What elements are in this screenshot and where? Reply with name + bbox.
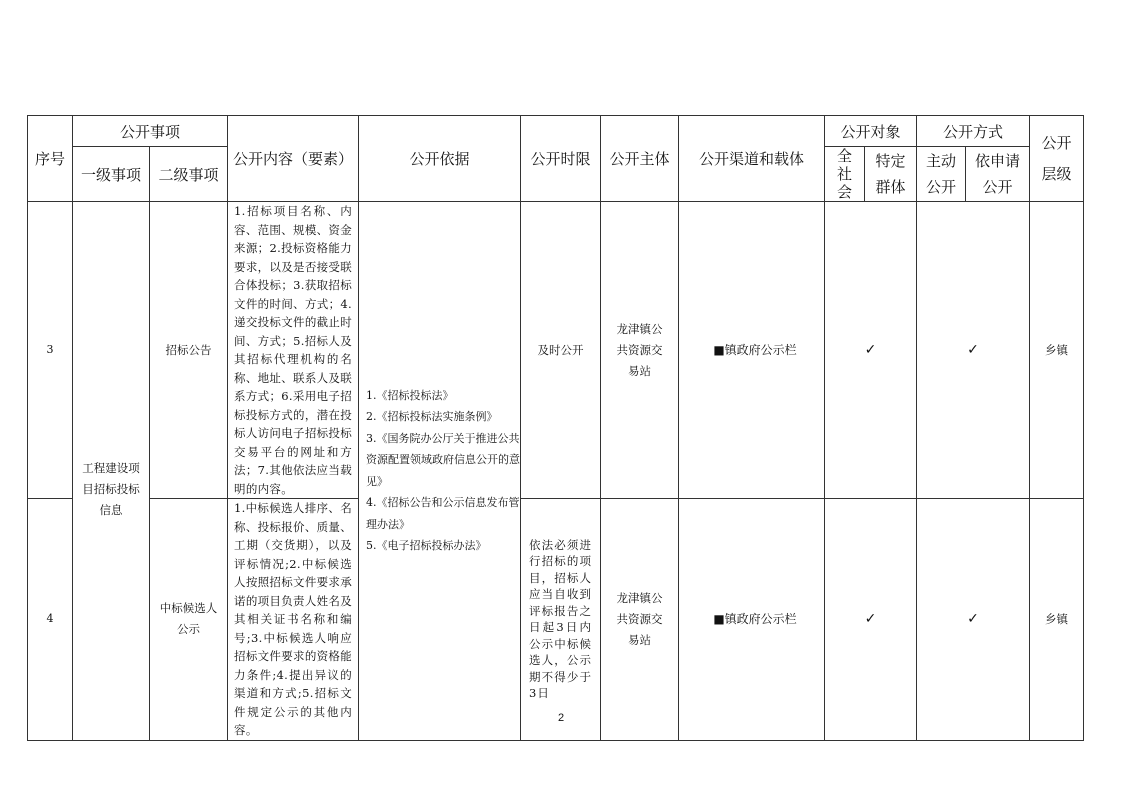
header-target-specific-line2: 群体 [875,178,906,196]
row-subject-text: 龙津镇公共资源交易站 [616,321,663,378]
disclosure-table [27,115,1084,741]
header-level-line2: 层级 [1041,165,1072,183]
level1-shared [73,202,150,741]
header-channel: 公开渠道和载体 [679,116,825,202]
basis-shared [359,202,521,741]
header-method-active-line2: 公开 [926,178,957,196]
header-method-active [917,147,966,202]
row-content-text: 1.中标候选人排序、名称、投标报价、质量、工期（交货期），以及评标情况;2.中标候选人按照招标文件要求承诺的项目负责人姓名及其相关证书名称和编号;3.中标候选人响应招标文件要求的资格能力条件;4.提出异议的渠道和方式;5.招标文件规定公示的其他内容。 [234,501,353,737]
header-target-specific-line1: 特定 [875,152,906,170]
page-number: 2 [557,712,565,724]
header-level1: 一级事项 [73,147,150,202]
row-method-active [917,499,1030,741]
table-row [28,202,1084,499]
basis-line-1: 1.《招标投标法》 [366,388,454,402]
header-subject: 公开主体 [601,116,679,202]
table-row [28,499,1084,741]
row-seq: 4 [28,499,73,741]
header-method: 公开方式 [917,116,1030,147]
header-basis: 公开依据 [359,116,521,202]
header-level-line1: 公开 [1041,134,1072,152]
header-target-all-text: 全社会 [837,147,853,201]
check-icon: ✓ [967,611,979,627]
row-level: 乡镇 [1030,202,1084,499]
row-level2-text: 中标候选人公示 [159,601,218,637]
row-time-limit [521,499,601,741]
header-level2: 二级事项 [150,147,228,202]
row-level: 乡镇 [1030,499,1084,741]
row-time-limit-text: 依法必须进行招标的项目，招标人应当自收到评标报告之日起3日内公示中标候选人，公示期不得少于3日 [529,537,593,701]
row-subject [601,202,679,499]
basis-line-3: 3.《国务院办公厅关于推进公共资源配置领域政府信息公开的意见》 [366,431,521,488]
header-target-specific [865,147,917,202]
row-level2: 招标公告 [150,202,228,499]
row-content [228,202,359,499]
row-channel-text: ■镇政府公示栏 [713,342,797,357]
row-subject [601,499,679,741]
header-time-limit: 公开时限 [521,116,601,202]
check-icon: ✓ [864,341,877,358]
header-level [1030,116,1084,202]
level1-text: 工程建设项目招标投标信息 [82,461,140,518]
check-icon: ✓ [864,611,877,627]
row-level2 [150,499,228,741]
row-seq: 3 [28,202,73,499]
header-matters: 公开事项 [73,116,228,147]
basis-line-4: 4.《招标公告和公示信息发布管理办法》 [366,496,520,531]
row-method-active [917,202,1030,499]
header-seq: 序号 [28,116,73,202]
header-method-request [966,147,1030,202]
row-channel-text: ■镇政府公示栏 [713,612,797,626]
row-target-all [825,499,917,741]
row-subject-text: 龙津镇公共资源交易站 [616,590,663,647]
header-method-request-line2: 公开 [982,178,1013,196]
header-method-active-line1: 主动 [926,152,957,170]
row-channel [679,499,825,741]
header-row-1 [28,116,1084,147]
row-target-all [825,202,917,499]
basis-line-2: 2.《招标投标法实施条例》 [366,410,498,424]
row-content [228,499,359,741]
header-target: 公开对象 [825,116,917,147]
header-content: 公开内容（要素） [228,116,359,202]
row-channel [679,202,825,499]
header-method-request-line1: 依申请 [975,152,1021,170]
row-time-limit: 及时公开 [521,202,601,499]
basis-line-5: 5.《电子招标投标办法》 [366,539,487,553]
header-target-all [825,147,865,202]
row-content-text: 1.招标项目名称、内容、范围、规模、资金来源；2.投标资格能力要求，以及是否接受联合体投标；3.获取招标文件的时间、方式；4.递交投标文件的截止时间、方式；5.招标人及其招标代理机构的名称、地址、联系人及联系方式；6.采用电子招标投标方式的，潜在投标人访问电子招标投标交易平台的网址和方法；7.其他依法应当载明的内容。 [234,204,353,496]
check-icon: ✓ [967,341,979,358]
